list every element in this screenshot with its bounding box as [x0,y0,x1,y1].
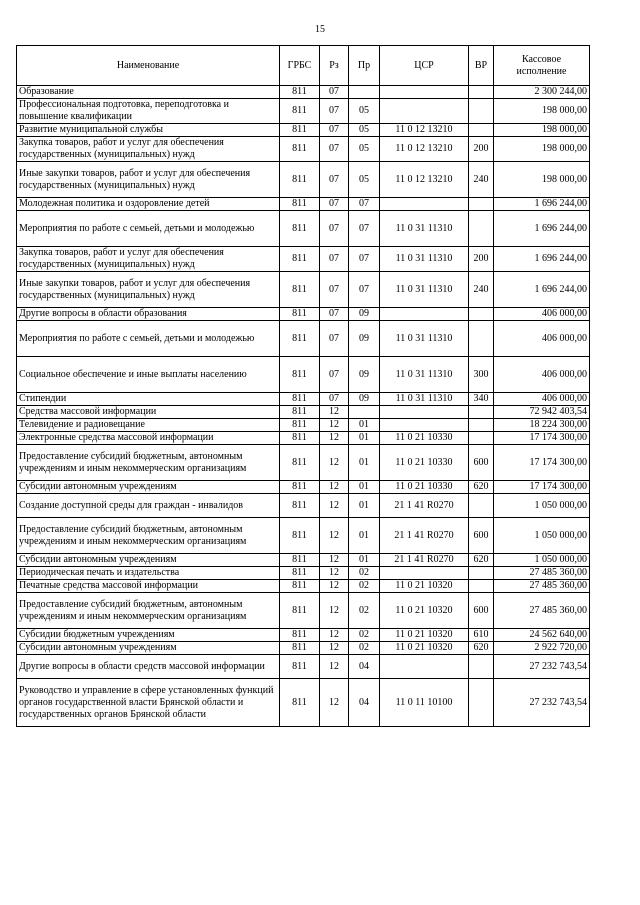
row-name: Профессиональная подготовка, переподготовка и повышение квалификации [17,99,280,124]
table-row [17,99,590,124]
row-grbs: 811 [280,393,320,406]
row-vr [469,99,494,124]
table-row [17,481,590,494]
row-name: Мероприятия по работе с семьей, детьми и молодежью [17,211,280,247]
row-grbs: 811 [280,406,320,419]
table-row [17,494,590,518]
row-pr: 02 [349,629,380,642]
row-vr: 600 [469,593,494,629]
row-csr: 11 0 21 10320 [380,642,469,655]
header-csr: ЦСР [380,46,469,86]
row-name: Создание доступной среды для граждан - инвалидов [17,494,280,518]
row-amount: 198 000,00 [494,137,590,162]
row-name: Социальное обеспечение и иные выплаты населению [17,357,280,393]
row-name: Электронные средства массовой информации [17,432,280,445]
row-amount: 17 174 300,00 [494,432,590,445]
row-name: Телевидение и радиовещание [17,419,280,432]
row-vr [469,124,494,137]
row-vr [469,494,494,518]
row-pr: 01 [349,518,380,554]
row-name: Иные закупки товаров, работ и услуг для обеспечения государственных (муниципальных) нужд [17,272,280,308]
row-vr [469,567,494,580]
row-pr: 05 [349,162,380,198]
row-vr: 240 [469,272,494,308]
row-csr: 11 0 12 13210 [380,137,469,162]
table-row [17,518,590,554]
row-vr: 620 [469,481,494,494]
row-rz: 12 [320,445,349,481]
row-rz: 07 [320,321,349,357]
row-vr [469,432,494,445]
row-csr [380,86,469,99]
row-grbs: 811 [280,162,320,198]
row-grbs: 811 [280,655,320,679]
table-row [17,198,590,211]
row-pr: 02 [349,567,380,580]
row-amount: 27 232 743,54 [494,679,590,727]
table-row [17,247,590,272]
row-vr: 200 [469,247,494,272]
row-pr: 01 [349,445,380,481]
row-name: Иные закупки товаров, работ и услуг для обеспечения государственных (муниципальных) нужд [17,162,280,198]
row-name: Другие вопросы в области образования [17,308,280,321]
row-vr: 200 [469,137,494,162]
row-name: Субсидии автономным учреждениям [17,481,280,494]
row-csr [380,655,469,679]
table-row [17,406,590,419]
row-vr [469,198,494,211]
row-grbs: 811 [280,554,320,567]
table-row [17,655,590,679]
row-pr: 07 [349,272,380,308]
row-amount: 27 485 360,00 [494,567,590,580]
row-rz: 12 [320,432,349,445]
row-csr: 11 0 21 10330 [380,445,469,481]
row-amount: 1 696 244,00 [494,247,590,272]
row-amount: 1 050 000,00 [494,494,590,518]
row-rz: 07 [320,124,349,137]
row-rz: 07 [320,86,349,99]
row-grbs: 811 [280,419,320,432]
table-row [17,357,590,393]
row-pr: 04 [349,679,380,727]
row-csr: 11 0 31 11310 [380,321,469,357]
row-amount: 27 485 360,00 [494,593,590,629]
row-pr: 05 [349,99,380,124]
row-csr: 11 0 31 11310 [380,272,469,308]
row-name: Предоставление субсидий бюджетным, автономным учреждениям и иным некоммерческим организациям [17,445,280,481]
row-csr: 11 0 31 11310 [380,393,469,406]
row-vr [469,211,494,247]
row-pr: 02 [349,642,380,655]
row-name: Молодежная политика и оздоровление детей [17,198,280,211]
row-amount: 406 000,00 [494,321,590,357]
table-row [17,432,590,445]
table-row [17,642,590,655]
row-amount: 1 696 244,00 [494,211,590,247]
row-csr: 21 1 41 R0270 [380,518,469,554]
row-rz: 07 [320,137,349,162]
row-csr [380,198,469,211]
row-rz: 12 [320,494,349,518]
row-pr: 05 [349,124,380,137]
row-pr: 05 [349,137,380,162]
row-rz: 07 [320,211,349,247]
row-vr [469,406,494,419]
page-number: 15 [315,24,325,35]
row-rz: 12 [320,481,349,494]
row-amount: 406 000,00 [494,308,590,321]
row-grbs: 811 [280,567,320,580]
row-pr: 09 [349,308,380,321]
row-name: Субсидии автономным учреждениям [17,554,280,567]
row-csr [380,99,469,124]
row-csr: 11 0 12 13210 [380,162,469,198]
row-vr [469,308,494,321]
budget-table [16,45,590,727]
row-rz: 12 [320,629,349,642]
row-pr: 09 [349,393,380,406]
row-grbs: 811 [280,211,320,247]
row-csr: 11 0 21 10330 [380,481,469,494]
row-rz: 12 [320,406,349,419]
row-amount: 17 174 300,00 [494,445,590,481]
row-rz: 07 [320,99,349,124]
row-csr [380,406,469,419]
row-pr: 01 [349,432,380,445]
row-rz: 07 [320,247,349,272]
row-amount: 198 000,00 [494,124,590,137]
row-pr: 02 [349,580,380,593]
row-vr [469,679,494,727]
row-pr: 02 [349,593,380,629]
row-rz: 12 [320,642,349,655]
table-row [17,137,590,162]
row-rz: 12 [320,419,349,432]
table-row [17,593,590,629]
row-csr: 11 0 21 10330 [380,432,469,445]
row-csr: 21 1 41 R0270 [380,554,469,567]
row-amount: 72 942 403,54 [494,406,590,419]
row-rz: 07 [320,162,349,198]
row-name: Субсидии бюджетным учреждениям [17,629,280,642]
table-row [17,308,590,321]
row-name: Мероприятия по работе с семьей, детьми и молодежью [17,321,280,357]
row-rz: 07 [320,393,349,406]
table-row [17,445,590,481]
row-csr: 11 0 21 10320 [380,593,469,629]
table-row [17,580,590,593]
row-name: Другие вопросы в области средств массовой информации [17,655,280,679]
row-vr [469,580,494,593]
row-name: Стипендии [17,393,280,406]
row-pr: 07 [349,198,380,211]
table-row [17,124,590,137]
row-name: Образование [17,86,280,99]
table-row [17,321,590,357]
row-grbs: 811 [280,494,320,518]
row-grbs: 811 [280,593,320,629]
row-name: Развитие муниципальной службы [17,124,280,137]
row-csr: 21 1 41 R0270 [380,494,469,518]
row-csr: 11 0 12 13210 [380,124,469,137]
row-name: Руководство и управление в сфере установленных функций органов государственной власти Брянской области и государственных органов Брянской области [17,679,280,727]
table-header-row [17,46,590,86]
row-name: Предоставление субсидий бюджетным, автономным учреждениям и иным некоммерческим организациям [17,518,280,554]
row-rz: 07 [320,308,349,321]
row-rz: 07 [320,272,349,308]
row-grbs: 811 [280,580,320,593]
row-grbs: 811 [280,629,320,642]
row-vr: 600 [469,445,494,481]
table-row [17,211,590,247]
table-row [17,629,590,642]
row-amount: 406 000,00 [494,393,590,406]
row-name: Периодическая печать и издательства [17,567,280,580]
row-grbs: 811 [280,432,320,445]
row-pr: 01 [349,481,380,494]
row-rz: 12 [320,554,349,567]
row-pr: 07 [349,247,380,272]
row-grbs: 811 [280,86,320,99]
row-grbs: 811 [280,124,320,137]
row-grbs: 811 [280,137,320,162]
row-grbs: 811 [280,518,320,554]
row-vr: 240 [469,162,494,198]
row-grbs: 811 [280,308,320,321]
row-amount: 18 224 300,00 [494,419,590,432]
header-name: Наименование [17,46,280,86]
row-rz: 12 [320,580,349,593]
row-amount: 1 696 244,00 [494,198,590,211]
row-amount: 24 562 640,00 [494,629,590,642]
table-row [17,419,590,432]
row-pr: 04 [349,655,380,679]
row-name: Средства массовой информации [17,406,280,419]
row-amount: 406 000,00 [494,357,590,393]
row-name: Предоставление субсидий бюджетным, автономным учреждениям и иным некоммерческим организациям [17,593,280,629]
row-rz: 12 [320,655,349,679]
row-grbs: 811 [280,679,320,727]
table-row [17,393,590,406]
row-vr [469,321,494,357]
row-name: Закупка товаров, работ и услуг для обеспечения государственных (муниципальных) нужд [17,247,280,272]
row-vr: 600 [469,518,494,554]
row-amount: 198 000,00 [494,162,590,198]
table-row [17,679,590,727]
row-vr: 610 [469,629,494,642]
row-vr: 620 [469,554,494,567]
row-vr: 300 [469,357,494,393]
row-amount: 27 232 743,54 [494,655,590,679]
row-rz: 07 [320,198,349,211]
row-csr [380,419,469,432]
row-csr: 11 0 11 10100 [380,679,469,727]
row-amount: 1 696 244,00 [494,272,590,308]
row-amount: 198 000,00 [494,99,590,124]
row-grbs: 811 [280,445,320,481]
row-pr: 07 [349,211,380,247]
row-name: Закупка товаров, работ и услуг для обеспечения государственных (муниципальных) нужд [17,137,280,162]
table-row [17,567,590,580]
row-name: Субсидии автономным учреждениям [17,642,280,655]
row-amount: 17 174 300,00 [494,481,590,494]
header-grbs: ГРБС [280,46,320,86]
row-vr: 620 [469,642,494,655]
header-vr: ВР [469,46,494,86]
row-amount: 2 922 720,00 [494,642,590,655]
row-csr: 11 0 21 10320 [380,580,469,593]
row-grbs: 811 [280,481,320,494]
row-grbs: 811 [280,99,320,124]
row-amount: 2 300 244,00 [494,86,590,99]
row-grbs: 811 [280,272,320,308]
row-rz: 07 [320,357,349,393]
table-row [17,162,590,198]
row-name: Печатные средства массовой информации [17,580,280,593]
row-rz: 12 [320,567,349,580]
row-amount: 27 485 360,00 [494,580,590,593]
row-csr: 11 0 21 10320 [380,629,469,642]
row-rz: 12 [320,679,349,727]
row-csr: 11 0 31 11310 [380,247,469,272]
row-pr [349,406,380,419]
row-grbs: 811 [280,357,320,393]
row-amount: 1 050 000,00 [494,554,590,567]
row-rz: 12 [320,593,349,629]
header-amount: Кассовое исполнение [494,46,590,86]
table-row [17,272,590,308]
table-body [17,86,590,727]
row-vr [469,655,494,679]
row-amount: 1 050 000,00 [494,518,590,554]
row-vr [469,86,494,99]
row-pr: 01 [349,419,380,432]
row-csr [380,308,469,321]
row-pr: 01 [349,554,380,567]
row-pr: 01 [349,494,380,518]
header-rz: Рз [320,46,349,86]
row-grbs: 811 [280,321,320,357]
row-grbs: 811 [280,642,320,655]
row-grbs: 811 [280,247,320,272]
row-csr [380,567,469,580]
row-pr: 09 [349,321,380,357]
row-pr [349,86,380,99]
table-row [17,86,590,99]
row-rz: 12 [320,518,349,554]
row-grbs: 811 [280,198,320,211]
row-csr: 11 0 31 11310 [380,357,469,393]
header-pr: Пр [349,46,380,86]
row-csr: 11 0 31 11310 [380,211,469,247]
table-row [17,554,590,567]
row-vr: 340 [469,393,494,406]
row-vr [469,419,494,432]
row-pr: 09 [349,357,380,393]
